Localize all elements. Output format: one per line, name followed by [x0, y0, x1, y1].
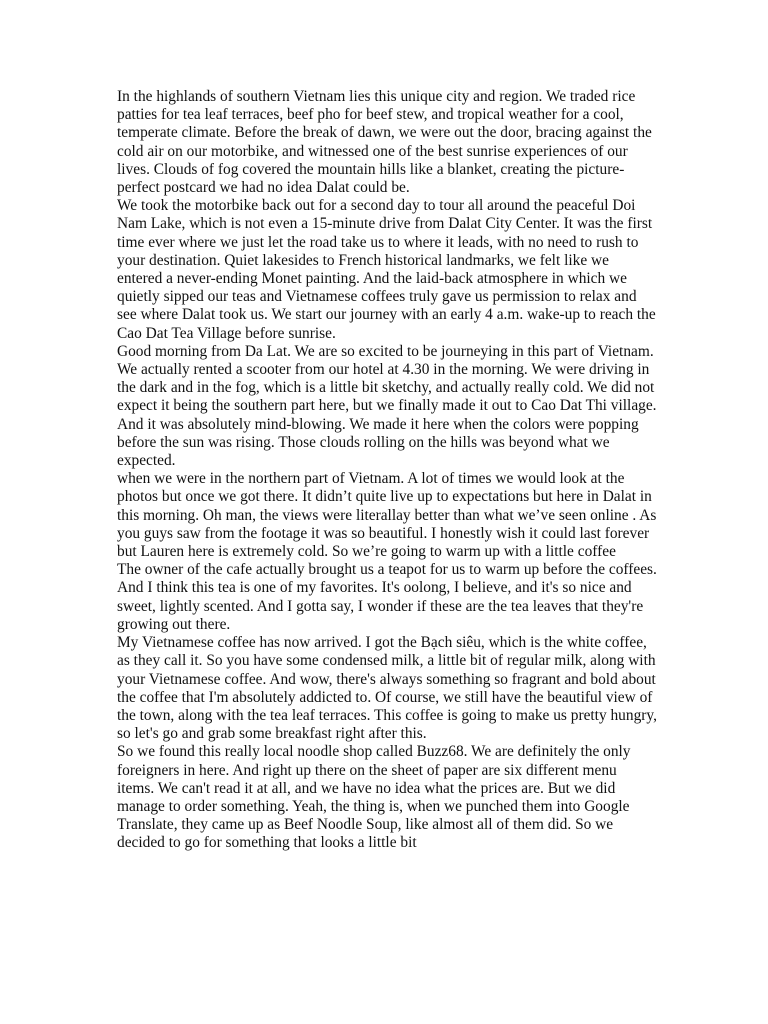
paragraph-noodle-shop: So we found this really local noodle shop called Buzz68. We are definitely the only foreigners in here. And right up there on the sheet of paper are six different menu items. We can't read it at all, and we have no idea what the prices are. But we did manage to order something. Yeah, the thing is, when we punched them into Google Translate, they came up as Beef Noodle Soup, like almost all of them did. So we decided to go for something that looks a little bit — [117, 743, 631, 852]
paragraph-doi-nam-lake: We took the motorbike back out for a second day to tour all around the peaceful Doi Nam Lake, which is not even a 15-minute drive from Dalat City Center. It was the first time ever where we just let the road take us to where it leads, with no need to rush to your destination. Quiet lakesides to French historical landmarks, we felt like we entered a never-ending Monet painting. And the laid-back atmosphere in which we quietly sipped our teas and Vietnamese coffees truly gave us permission to relax and see where Dalat took us. We start our journey with an early 4 a.m. wake-up to reach the Cao Dat Tea Village before sunrise. — [117, 197, 656, 342]
paragraph-good-morning-da-lat: Good morning from Da Lat. We are so excited to be journeying in this part of Vietnam. We actually rented a scooter from our hotel at 4.30 in the morning. We were driving in the dark and in the fog, which is a little bit sketchy, and actually really cold. We did not expect it being the southern part here, but we finally made it out to Cao Dat Thi village. And it was absolutely mind-blowing. We made it here when the colors were popping before the sun was rising. Those clouds rolling on the hills was beyond what we expected. — [117, 342, 657, 470]
document-page — [117, 88, 657, 932]
paragraph-vietnamese-coffee: My Vietnamese coffee has now arrived. I got the Bạch siêu, which is the white coffee, as they call it. So you have some condensed milk, a little bit of regular milk, along with your Vietnamese coffee. And wow, there's always something so fragrant and bold about the coffee that I'm absolutely addicted to. Of course, we still have the beautiful view of the town, along with the tea leaf terraces. This coffee is going to make us pretty hungry, so let's go and grab some breakfast right after this. — [117, 634, 657, 743]
paragraph-cafe-teapot: The owner of the cafe actually brought us a teapot for us to warm up before the coffees. And I think this tea is one of my favorites. It's oolong, I believe, and it's so nice and sweet, lightly scented. And I gotta say, I wonder if these are the tea leaves that they're growing out there. — [117, 561, 657, 633]
paragraph-dalat-intro: In the highlands of southern Vietnam lies this unique city and region. We traded rice patties for tea leaf terraces, beef pho for beef stew, and tropical weather for a cool, temperate climate. Before the break of dawn, we were out the door, bracing against the cold air on our motorbike, and witnessed one of the best sunrise experiences of our lives. Clouds of fog covered the mountain hills like a blanket, creating the picture-perfect postcard we had no idea Dalat could be. — [117, 88, 652, 197]
paragraph-northern-vietnam: when we were in the northern part of Vietnam. A lot of times we would look at the photos but once we got there. It didn’t quite live up to expectations but here in Dalat in this morning. Oh man, the views were literallay better than what we’ve seen online . As you guys saw from the footage it was so beautiful. I honestly wish it could last forever but Lauren here is extremely cold. So we’re going to warm up with a little coffee — [117, 470, 657, 561]
